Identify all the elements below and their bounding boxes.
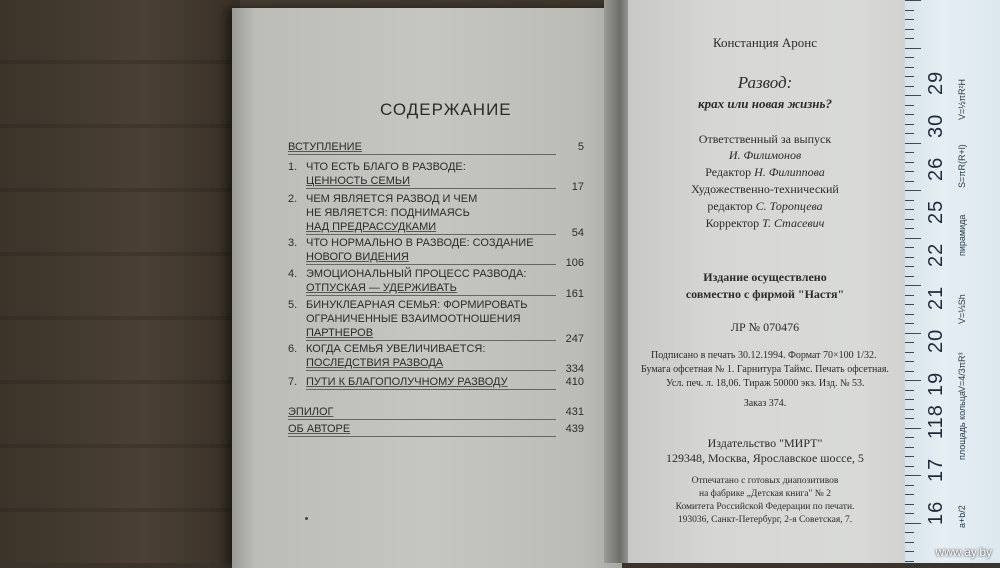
ruler-number: 118 — [925, 404, 947, 439]
publisher-name: Издательство "МИРТ" — [707, 436, 823, 450]
toc-leader-rule — [306, 188, 556, 189]
ruler-tick — [905, 200, 914, 201]
toc-page-number: 161 — [565, 288, 584, 300]
ruler-tick — [905, 475, 921, 476]
ruler-tick — [905, 551, 914, 552]
ruler-tick — [905, 418, 914, 419]
ruler-tick — [905, 352, 914, 353]
toc-title: СОДЕРЖАНИЕ — [380, 100, 512, 119]
ruler-tick — [905, 0, 921, 1]
ruler-tick — [905, 532, 914, 533]
ruler-tick — [905, 456, 914, 457]
ruler-tick — [905, 561, 914, 562]
ruler-tick — [905, 48, 921, 49]
printed-info-4: 193036, Санкт-Петербург, 2-я Советская, 7. — [677, 515, 853, 525]
ruler-tick — [905, 238, 921, 239]
toc-entry-title — [288, 405, 538, 419]
ruler-tick — [905, 57, 914, 58]
toc-leader-rule — [306, 370, 556, 371]
print-info-3: Усл. печ. л. 18,06. Тираж 50000 экз. Изд. № 53. — [666, 378, 865, 389]
toc-leader-rule — [306, 340, 556, 341]
ruler-tick — [905, 86, 914, 87]
toc-entry-line: НАД ПРЕДРАССУДКАМИ — [306, 221, 437, 233]
ruler-tick — [905, 485, 914, 486]
ruler-tick — [905, 314, 914, 315]
toc-leader-rule — [306, 295, 556, 296]
toc-entry-line: КОГДА СЕМЬЯ УВЕЛИЧИВАЕТСЯ: — [306, 343, 486, 355]
order-number: Заказ 374. — [743, 398, 787, 409]
toc-entry-line: БИНУКЛЕАРНАЯ СЕМЬЯ: ФОРМИРОВАТЬ — [306, 299, 528, 311]
page-mark — [305, 517, 308, 520]
book-title: Развод: — [737, 73, 793, 92]
ruler-tick — [905, 152, 914, 153]
ruler-tick — [905, 399, 914, 400]
toc-entry-line: ЧТО НОРМАЛЬНО В РАЗВОДЕ: СОЗДАНИЕ — [306, 237, 534, 249]
ruler-number: 17 — [925, 457, 947, 482]
toc-entry-line: ЭМОЦИОНАЛЬНЫЙ ПРОЦЕСС РАЗВОДА: — [306, 268, 527, 280]
toc-entry-title — [288, 422, 538, 436]
ruler-tick — [905, 428, 921, 429]
ruler-tick — [905, 494, 914, 495]
printed-info-1: Отпечатано с готовых диапозитивов — [691, 476, 839, 486]
ruler-tick — [905, 190, 921, 191]
ruler-tick — [905, 143, 921, 144]
art-editor-label-2: редактор — [707, 199, 753, 213]
toc-entry-number: 4. — [288, 268, 298, 280]
ruler-tick — [905, 285, 921, 286]
toc-entry-line: ЭПИЛОГ — [288, 406, 334, 418]
toc-entry-title — [306, 160, 556, 188]
toc-page-number: 17 — [571, 181, 584, 193]
toc-entry-line: ЧТО ЕСТЬ БЛАГО В РАЗВОДЕ: — [306, 161, 466, 173]
ruler-number: 19 — [925, 371, 947, 396]
toc-entry-line: ОГРАНИЧЕННЫЕ ВЗАИМООТНОШЕНИЯ — [306, 313, 521, 325]
toc-entry-number: 7. — [288, 376, 298, 388]
ruler-number: 29 — [925, 70, 947, 95]
art-editor-line — [660, 199, 870, 214]
toc-leader-rule — [306, 389, 556, 390]
toc-entry-number: 5. — [288, 299, 298, 311]
ruler-tick — [905, 333, 921, 334]
toc-leader-rule — [288, 154, 556, 155]
toc-entry-number: 3. — [288, 237, 298, 249]
license-number: ЛР № 070476 — [730, 320, 800, 334]
ruler-tick — [905, 171, 914, 172]
ruler-tick — [905, 523, 921, 524]
ruler-tick — [905, 10, 914, 11]
ruler-tick — [905, 38, 914, 39]
toc-page-number: 410 — [565, 376, 584, 388]
toc-entry-line: ПАРТНЕРОВ — [306, 327, 374, 339]
editor-label: Редактор — [705, 165, 752, 179]
toc-entry-line: НОВОГО ВИДЕНИЯ — [306, 251, 409, 263]
ruler-tick — [905, 162, 914, 163]
toc-page-number: 106 — [565, 257, 584, 269]
ruler-formula: a+b/2 — [957, 505, 967, 528]
toc-leader-rule — [288, 436, 556, 437]
ruler-tick — [905, 105, 914, 106]
toc-leader-rule — [306, 234, 556, 235]
art-editor-label-1: Художественно-технический — [691, 182, 839, 196]
ruler-tick — [905, 447, 914, 448]
ruler-tick — [905, 295, 914, 296]
toc-entry-title — [306, 192, 556, 234]
book-author: Констанция Аронс — [712, 35, 818, 50]
ruler-formula: V=½πR²H — [957, 79, 967, 120]
toc-leader-rule — [306, 264, 556, 265]
ruler-formula: площадь кольца — [957, 390, 967, 460]
ruler-tick — [905, 181, 914, 182]
toc-entry-title — [306, 236, 556, 264]
ruler-tick — [905, 361, 914, 362]
toc-page-number: 247 — [565, 333, 584, 345]
toc-entry-line: ЧЕМ ЯВЛЯЕТСЯ РАЗВОД И ЧЕМ — [306, 193, 478, 205]
toc-entry-line: ОТПУСКАЯ — УДЕРЖИВАТЬ — [306, 282, 457, 294]
toc-page-number: 5 — [577, 141, 584, 153]
ruler-tick — [905, 323, 914, 324]
print-info-1: Подписано в печать 30.12.1994. Формат 70×100 1/32. — [651, 350, 877, 361]
toc-page-number: 54 — [571, 227, 584, 239]
ruler-number: 16 — [925, 500, 947, 525]
publisher-address: 129348, Москва, Ярославское шоссе, 5 — [666, 451, 864, 465]
toc-entry-number: 6. — [288, 343, 298, 355]
ruler-tick — [905, 466, 914, 467]
ruler-tick — [905, 133, 914, 134]
ruler-tick — [905, 409, 914, 410]
book-subtitle: крах или новая жизнь? — [698, 96, 832, 111]
wooden-table-left — [0, 0, 240, 563]
toc-entry-title — [306, 267, 556, 295]
ruler-tick — [905, 257, 914, 258]
ruler-tick — [905, 304, 914, 305]
ruler-formula: S=πR(R+l) — [957, 144, 967, 188]
ruler-tick — [905, 124, 914, 125]
ruler-tick — [905, 504, 914, 505]
toc-entry-title — [288, 140, 538, 154]
ruler-tick — [905, 95, 921, 96]
ruler-tick — [905, 76, 914, 77]
toc-entry-line: НЕ ЯВЛЯЕТСЯ: ПОДНИМАЯСЬ — [306, 207, 470, 219]
ruler-tick — [905, 380, 921, 381]
ruler-tick — [905, 513, 914, 514]
responsible-name: И. Филимонов — [728, 148, 802, 162]
ruler-tick — [905, 219, 914, 220]
ruler-tick — [905, 228, 914, 229]
ruler-number: 20 — [925, 328, 947, 353]
toc-entry-line: ЦЕННОСТЬ СЕМЬИ — [306, 175, 411, 187]
ruler — [905, 0, 1000, 563]
ruler-number: 21 — [925, 285, 947, 310]
ruler-number: 25 — [925, 199, 947, 224]
ruler-tick — [905, 342, 914, 343]
ruler-formula: V=⅓Sh — [957, 294, 967, 324]
editor-line — [660, 165, 870, 180]
toc-entry-title — [306, 375, 556, 389]
print-info-2: Бумага офсетная № 1. Гарнитура Таймс. Печать офсетная. — [641, 364, 889, 375]
toc-page-number: 334 — [565, 363, 584, 375]
ruler-tick — [905, 29, 914, 30]
toc-entry-line: ВСТУПЛЕНИЕ — [288, 141, 362, 153]
toc-entry-number: 1. — [288, 161, 298, 173]
toc-leader-rule — [288, 419, 556, 420]
ruler-tick — [905, 114, 914, 115]
toc-entry-number: 2. — [288, 193, 298, 205]
corrector-name: Т. Стасевич — [762, 216, 825, 230]
ruler-tick — [905, 542, 914, 543]
ruler-tick — [905, 437, 914, 438]
art-editor-name: С. Торопцева — [755, 199, 823, 213]
toc-page-number: 439 — [565, 423, 584, 435]
printed-info-3: Комитета Российской Федерации по печати. — [675, 502, 855, 512]
ruler-formula: пирамида — [957, 214, 967, 256]
joint-edition-line-1: Издание осуществлено — [703, 270, 827, 284]
toc-entry-line: ОБ АВТОРЕ — [288, 423, 351, 435]
toc-entry-line: ПОСЛЕДСТВИЯ РАЗВОДА — [306, 357, 444, 369]
toc-entry-title — [306, 298, 556, 340]
printed-info-2: на фабрике „Детская книга" № 2 — [699, 489, 831, 499]
ruler-number: 26 — [925, 156, 947, 181]
watermark: www.ay.by — [935, 545, 992, 559]
ruler-formula: V=4/3πR³ — [957, 352, 967, 392]
ruler-tick — [905, 371, 914, 372]
ruler-number: 30 — [925, 113, 947, 138]
responsible-label: Ответственный за выпуск — [698, 132, 832, 146]
toc-entry-title — [306, 342, 556, 370]
corrector-line — [660, 216, 870, 231]
ruler-tick — [905, 247, 914, 248]
toc-entry-line: ПУТИ К БЛАГОПОЛУЧНОМУ РАЗВОДУ — [306, 376, 508, 388]
ruler-tick — [905, 266, 914, 267]
ruler-tick — [905, 390, 914, 391]
joint-edition-line-2: совместно с фирмой "Настя" — [685, 287, 845, 301]
ruler-tick — [905, 67, 914, 68]
toc-page-number: 431 — [565, 406, 584, 418]
corrector-label: Корректор — [705, 216, 760, 230]
ruler-tick — [905, 209, 914, 210]
ruler-tick — [905, 276, 914, 277]
ruler-tick — [905, 19, 914, 20]
editor-name: Н. Филиппова — [754, 165, 825, 179]
ruler-number: 22 — [925, 242, 947, 267]
